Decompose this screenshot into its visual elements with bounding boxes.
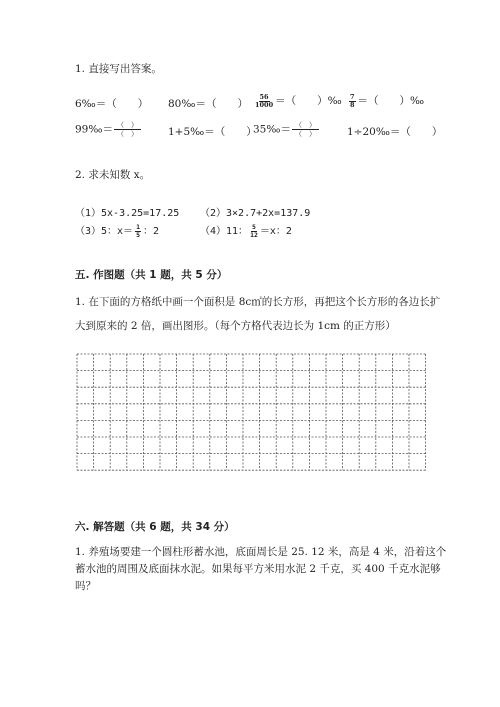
- equation-3: （3）5：x＝ $\frac{1}{5}$ ：2: [75, 222, 160, 239]
- blank-fraction: $\frac{( )}{( )}$: [292, 121, 319, 138]
- fraction: $\frac{5}{12}$: [250, 222, 258, 239]
- q1-item-c: $\frac{56}{1000}$ ＝（ ）‰: [255, 92, 342, 109]
- q1-item-a: 6‰＝（ ）: [75, 98, 149, 110]
- q1-title: 1. 直接写出答案。: [75, 63, 162, 75]
- fraction: $\frac{56}{1000}$: [255, 92, 274, 109]
- section-6-heading: 六. 解答题（共 6 题，共 34 分）: [75, 521, 235, 533]
- section-5-line-1: 1. 在下面的方格纸中画一个面积是 8c㎡的长方形，再把这个长方形的各边长扩: [75, 296, 441, 308]
- equation-1: （1）5x-3.25=17.25: [75, 208, 180, 219]
- equation-4: （4）11： $\frac{5}{12}$ ＝x：2: [200, 222, 292, 239]
- section-5-line-2: 大到原来的 2 倍，画出图形。（每个方格代表边长为 1cm 的正方形）: [75, 320, 396, 332]
- section-5-heading: 五. 作图题（共 1 题，共 5 分）: [75, 269, 228, 281]
- q1-item-g: 35‰＝ $\frac{( )}{( )}$: [253, 121, 320, 138]
- blank-fraction: $\frac{( )}{( )}$: [114, 121, 141, 138]
- section-6-line-3: 吗？: [75, 580, 96, 592]
- fraction: $\frac{1}{5}$: [136, 222, 140, 239]
- q2-title: 2. 求未知数 x。: [75, 169, 151, 181]
- equation-2: （2）3×2.7+2x=137.9: [200, 208, 311, 219]
- section-6-line-2: 蓄水池的周围及底面抹水泥。如果每平方米用水泥 2 千克，买 400 千克水泥够: [75, 563, 441, 575]
- q1-item-b: 80‰＝（ ）: [168, 98, 248, 110]
- q1-item-f: 1+5‰＝（ ）: [168, 126, 257, 138]
- q1-item-h: 1÷20‰＝（ ）: [347, 126, 443, 138]
- fraction: $\frac{7}{8}$: [350, 92, 355, 109]
- q1-item-d: $\frac{7}{8}$ ＝（ ）‰: [350, 92, 425, 109]
- q1-item-e: 99‰＝ $\frac{( )}{( )}$: [75, 121, 142, 138]
- section-6-line-1: 1. 养殖场要建一个圆柱形蓄水池，底面周长是 25. 12 米，高是 4 米，沿着这个: [75, 546, 447, 558]
- square-grid: [76, 353, 426, 493]
